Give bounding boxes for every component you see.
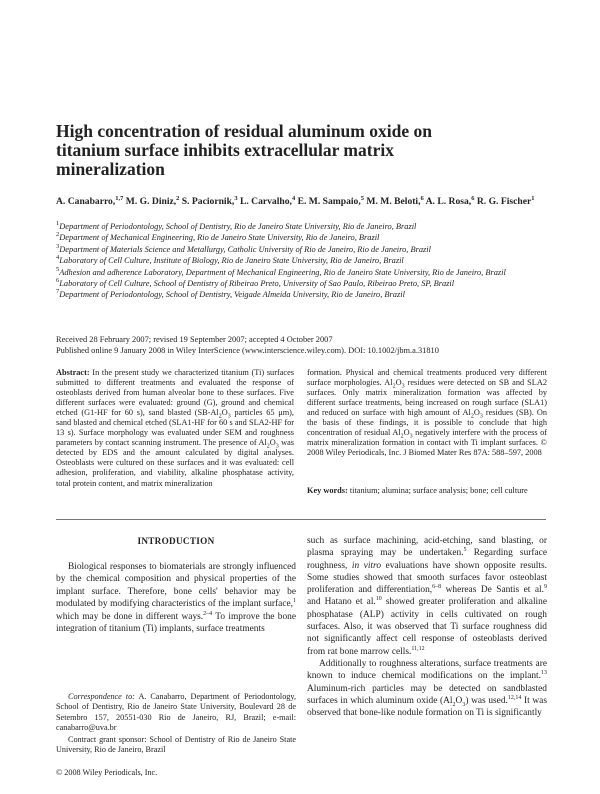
- grant-sponsor: Contract grant sponsor: School of Dentistry of Rio de Janeiro State University, Rio de Janeiro, Brazil: [56, 734, 296, 755]
- publication-dates: [56, 335, 556, 356]
- correspondence-address: Correspondence to: A. Canabarro, Department of Periodontology, School of Dentistry, Rio de Janeiro State University, Boulevard 28 de Setembro 157, 20551-030 Rio de Janeiro, RJ, Brazil; e-mail: canabarro@uva.br: [56, 692, 296, 733]
- section-divider: [56, 519, 546, 520]
- received-dates: Received 28 February 2007; revised 19 September 2007; accepted 4 October 2007: [56, 335, 333, 344]
- body-paragraph: such as surface machining, acid-etching, sand blasting, or plasma spraying may be undertaken.$^5$ Regarding surface roughness, in vitro evaluations have shown opposite results. Some studies showed that smooth surfaces favor osteoblast proliferation and differentiation,$^{6-8}$ whereas De Santis et al.$^9$ and Hatano et al.$^{10}$ showed greater proliferation and alkaline phosphatase (ALP) activity in cells cultivated on rough surfaces. Also, it was observed that Ti surface roughness did not significantly affect cell response of osteoblasts derived from rat bone marrow cells.$^{11,12}$: [307, 536, 547, 657]
- affiliation-item: $^6$Laboratory of Cell Culture, School of Dentistry of Ribeirao Preto, University of Sao Paulo, Ribeirao Preto, SP, Brazil: [56, 277, 455, 289]
- affiliation-item: $^4$Laboratory of Cell Culture, Institute of Biology, Rio de Janeiro State University, Rio de Janeiro, Brazil: [56, 254, 404, 266]
- introduction-column-left: [56, 561, 296, 635]
- body-paragraph: Additionally to roughness alterations, surface treatments are known to induce chemical modifications on the implant.$^{13}$ Aluminum-rich particles may be detected on sandblasted surfaces in which aluminum oxide $(Al_2O_3)$ was used.$^{12,14}$ It was observed that bone-like nodule formation on Ti is significantly: [307, 658, 547, 719]
- affiliation-item: $^3$Department of Materials Science and Metallurgy, Catholic University of Rio de Janeiro, Rio de Janeiro, Brazil: [56, 243, 431, 254]
- introduction-column-right: [307, 535, 547, 719]
- abstract-column-right: formation. Physical and chemical treatments produced very different surface morphologies. $Al_2O_3$ residues were detected on SB and SLA2 surfaces. Only matrix mineralization formation was affected by different surface treatments, being increased on rough surface (SLA1) and reduced on surface with high amount of $Al_2O_3$ residues (SB). On the basis of these findings, it is possible to conclude that high concentration of residual $Al_2O_3$ negatively interfere with the process of matrix mineralization formation in contact with Ti implant surfaces. © 2008 Wiley Periodicals, Inc. J Biomed Mater Res 87A: 588–597, 2008: [307, 368, 548, 458]
- section-heading-introduction: INTRODUCTION: [137, 536, 215, 546]
- abstract-column-left: Abstract: In the present study we characterized titanium (Ti) surfaces submitted to different treatments and evaluated the response of osteoblasts derived from human alveolar bone to these surfaces. Five different surfaces were evaluated: ground (G), ground and chemical etched (G1-HF for 60 s), sand blasted ($SB-Al_2O_3$ particles 65 μm), sand blasted and chemical etched (SLA1-HF for 60 s and SLA2-HF for 13 s). Surface morphology was evaluated under SEM and roughness parameters by contact scanning instrument. The presence of $Al_2O_3$ was detected by EDS and the amount calculated by digital analyses. Osteoblasts were cultured on these surfaces and it was evaluated: cell adhesion, proliferation, and viability, alkaline phosphatase activity, total protein content, and matrix mineralization: [56, 368, 295, 488]
- affiliation-item: $^2$Department of Mechanical Engineering, Rio de Janeiro State University, Rio de Janeiro, Brazil: [56, 231, 380, 243]
- affiliation-item: $^7$Department of Periodontology, School of Dentistry, Veigade Almeida University, Rio de Janeiro, Brazil: [56, 288, 405, 300]
- copyright-notice: © 2008 Wiley Periodicals, Inc.: [56, 768, 158, 777]
- affiliation-item: $^1$Department of Periodontology, School of Dentistry, Rio de Janeiro State University, Rio de Janeiro, Brazil: [56, 220, 417, 231]
- article-title: High concentration of residual aluminum oxide on titanium surface inhibits extracellular matrix mineralization: [56, 121, 432, 179]
- affiliation-item: $^5$Adhesion and adherence Laboratory, Department of Mechanical Engineering, Rio de Janeiro State University, Rio de Janeiro, Brazil: [56, 265, 506, 277]
- affiliation-list: [56, 221, 566, 301]
- published-online: Published online 9 January 2008 in Wiley InterScience (www.interscience.wiley.com). DOI: 10.1002/jbm.a.31810: [56, 345, 439, 355]
- body-paragraph: Biological responses to biomaterials are strongly influenced by the chemical composition and physical properties of the implant surface. Therefore, bone cells' behavior may be modulated by modifying characteristics of the implant surface,$^1$ which may be done in different ways.$^{2-4}$ To improve the bone integration of titanium (Ti) implants, surface treatments: [56, 562, 296, 635]
- correspondence-footnote: [56, 692, 296, 756]
- keywords: Key words: titanium; alumina; surface analysis; bone; cell culture: [307, 486, 528, 495]
- author-list: A. Canabarro,$^{1,7}$ M. G. Diniz,$^2$ S. Paciornik,$^3$ L. Carvalho,$^4$ E. M. Sampaio,$^5$ M. M. Beloti,$^6$ A. L. Rosa,$^6$ R. G. Fischer$^1$: [56, 194, 535, 207]
